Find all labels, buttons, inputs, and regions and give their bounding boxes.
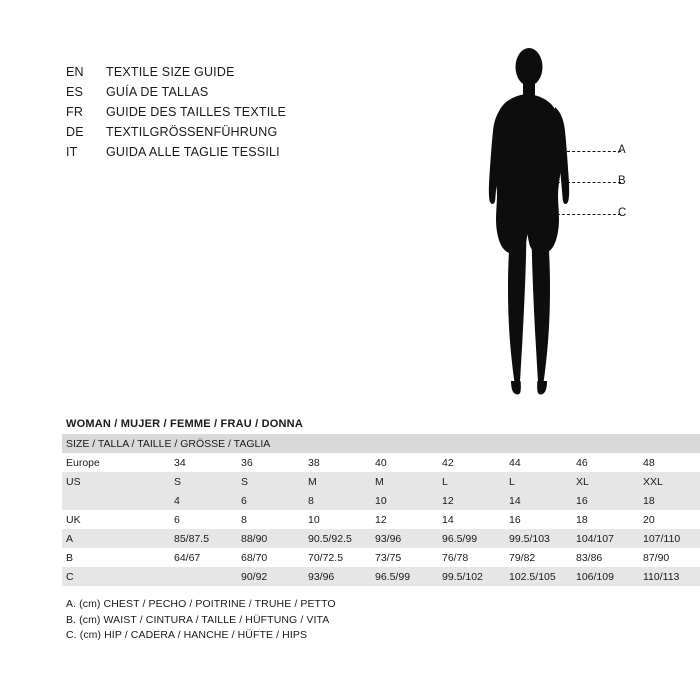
table-row [62,472,700,491]
table-row-header [62,434,700,453]
language-title: GUÍA DE TALLAS [106,85,209,99]
cell: 93/96 [304,567,371,586]
cell: 46 [572,453,639,472]
table-row [62,567,700,586]
measure-label-b: B [618,175,626,187]
table-row [62,491,700,510]
cell: 48 [639,453,700,472]
language-title: GUIDA ALLE TAGLIE TESSILI [106,145,280,159]
language-title: TEXTILE SIZE GUIDE [106,65,235,79]
cell [170,567,237,586]
cell: M [304,472,371,491]
table-gender-title: WOMAN / MUJER / FEMME / FRAU / DONNA [62,415,638,434]
cell: 102.5/105 [505,567,572,586]
cell: 8 [237,510,304,529]
cell: 76/78 [438,548,505,567]
note-chest: A. (cm) CHEST / PECHO / POITRINE / TRUHE / PETTO [66,598,336,610]
cell: 14 [438,510,505,529]
row-label [62,491,170,510]
table-row [62,548,700,567]
note-waist: B. (cm) WAIST / CINTURA / TAILLE / HÜFTUNG / VITA [66,613,330,626]
language-code: EN [66,65,84,79]
cell: 14 [505,491,572,510]
language-row [66,82,446,102]
cell: 36 [237,453,304,472]
cell: 90/92 [237,567,304,586]
cell: 90.5/92.5 [304,529,371,548]
cell: 83/86 [572,548,639,567]
cell: 70/72.5 [304,548,371,567]
row-label: Europe [62,453,170,472]
table-row [62,510,700,529]
cell: 87/90 [639,548,700,567]
measure-line-waist [516,182,621,183]
cell: 10 [371,491,438,510]
language-row [66,62,446,82]
cell: 18 [639,491,700,510]
measure-line-hip [516,214,621,215]
cell: XL [572,472,639,491]
figure-area [455,45,655,420]
row-label: US [62,472,170,491]
cell: 79/82 [505,548,572,567]
cell: 44 [505,453,572,472]
cell: M [371,472,438,491]
cell: 16 [572,491,639,510]
language-code: DE [66,125,84,139]
measure-line-chest [516,151,621,152]
cell: 12 [438,491,505,510]
measure-label-c: C [618,207,627,219]
cell: 4 [170,491,237,510]
language-code: IT [66,145,78,159]
size-table-wrap [62,415,681,586]
language-code: FR [66,105,84,119]
language-row [66,122,446,142]
cell: 106/109 [572,567,639,586]
woman-silhouette-icon [455,45,655,420]
language-title-block [66,62,446,162]
row-label: B [62,548,170,567]
cell: 8 [304,491,371,510]
cell: 104/107 [572,529,639,548]
cell: 20 [639,510,700,529]
cell: 93/96 [371,529,438,548]
language-title: GUIDE DES TAILLES TEXTILE [106,105,287,119]
language-title: TEXTILGRÖSSENFÜHRUNG [106,125,278,139]
cell: L [438,472,505,491]
cell: 73/75 [371,548,438,567]
cell: 96.5/99 [371,567,438,586]
language-code: ES [66,85,84,99]
cell: 96.5/99 [438,529,505,548]
cell: 85/87.5 [170,529,237,548]
cell: 40 [371,453,438,472]
cell: 38 [304,453,371,472]
cell: 16 [505,510,572,529]
cell: 99.5/102 [438,567,505,586]
cell: 68/70 [237,548,304,567]
table-header-label: SIZE / TALLA / TAILLE / GRÖSSE / TAGLIA [62,434,700,453]
language-row [66,142,446,162]
cell: 99.5/103 [505,529,572,548]
cell: S [170,472,237,491]
size-table [62,434,700,586]
cell: 10 [304,510,371,529]
table-row [62,453,700,472]
measurement-notes [66,597,486,644]
cell: 42 [438,453,505,472]
row-label: A [62,529,170,548]
cell: 110/113 [639,567,700,586]
cell: 34 [170,453,237,472]
table-row [62,529,700,548]
cell: 64/67 [170,548,237,567]
cell: L [505,472,572,491]
cell: 18 [572,510,639,529]
row-label: UK [62,510,170,529]
cell: 107/110 [639,529,700,548]
note-hip: C. (cm) HIP / CADERA / HANCHE / HÜFTE / HIPS [66,629,308,641]
cell: S [237,472,304,491]
cell: 6 [237,491,304,510]
measure-label-a: A [618,144,626,156]
cell: 88/90 [237,529,304,548]
cell: 12 [371,510,438,529]
row-label: C [62,567,170,586]
cell: 6 [170,510,237,529]
cell: XXL [639,472,700,491]
language-row [66,102,446,122]
